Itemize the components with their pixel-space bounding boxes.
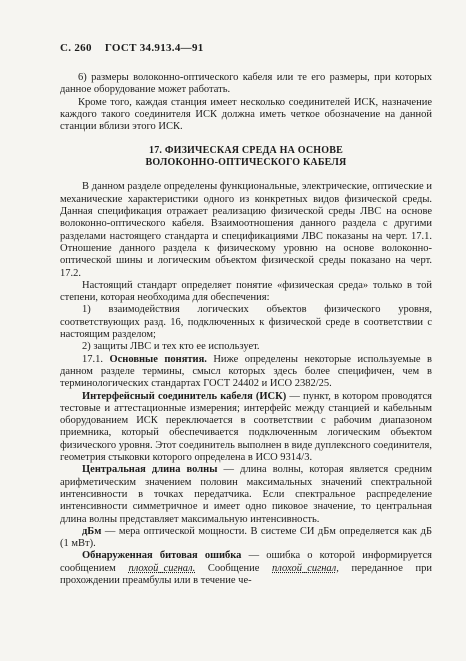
page-number: С. 260 [60, 42, 92, 54]
standard-code: ГОСТ 34.913.4—91 [104, 42, 204, 54]
paragraph-center-wavelength [60, 464, 432, 525]
bad-signal-message-a: плохой_сигнал. [128, 562, 196, 574]
section-title-line-1: 17. ФИЗИЧЕСКАЯ СРЕДА НА ОСНОВЕ [149, 145, 343, 157]
paragraph-basic-concepts [60, 354, 432, 391]
center-wavelength-text: — длина волны, которая является средним арифметическим значением половин максимальных значений спектральной интенсивности в точках передатчика. Если спектральное распределение интенсивности симметричное и имеет одно пиковое значение, то центральная длина волны представляет максимальную интенсивность. [60, 464, 432, 525]
paragraph-bit-error [60, 550, 432, 587]
paragraph-size-item: 6) размеры волоконно-оптического кабеля или те его размеры, при которых данное оборудование может работать. [60, 72, 432, 96]
paragraph-isk-definition [60, 391, 432, 465]
paragraph-scope: Настоящий стандарт определяет понятие «физическая среда» только в той степени, которая необходима для обеспечения: [60, 279, 432, 304]
section-title [60, 145, 432, 169]
bad-signal-message-b: плохой_сигнал, [272, 562, 339, 574]
clause-number: 17.1. [82, 353, 103, 365]
bit-error-text-b: Сообщение [195, 562, 273, 574]
paragraph-dbm [60, 526, 432, 551]
paragraph-connectors: Кроме того, каждая станция имеет несколько соединителей ИСК, назначение каждого такого соединителя ИСК должна иметь четкое обозначение на данной станции вблизи этого ИСК. [60, 96, 432, 133]
bit-error-text-c: переданное при прохождении преамбулы или в течение че- [60, 562, 432, 586]
bit-error-text-a: — ошибка о которой информируется сообщением [60, 550, 432, 574]
paragraph-item-2: 2) защиты ЛВС и тех кто ее использует. [82, 341, 260, 353]
isk-definition-text: — пункт, в котором проводятся тестовые и аттестационные измерения; интерфейс между станцией и кабельным оборудованием ИСК переключается в соответствии с рабочим диапазоном приемника, который обеспечивается подключенным логическим объектом физического уровня. Этот соединитель выполнен в виде дуплексного соединителя, геометрия стыковки которого определена в ИСО 9314/3. [60, 390, 432, 464]
dbm-text: — мера оптической мощности. В системе СИ дБм определяется как дБ (1 мВт). [60, 525, 432, 550]
paragraph-item-1: 1) взаимодействия логических объектов физического уровня, соответствующих разд. 16, подключенных к физической среде в соответствии с настоящим разделом; [60, 304, 432, 341]
term-isk: Интерфейсный соединитель кабеля (ИСК) [82, 390, 287, 402]
section-title-line-2: ВОЛОКОННО-ОПТИЧЕСКОГО КАБЕЛЯ [145, 157, 347, 169]
basic-concepts-text: Ниже определены некоторые используемые в данном разделе термины, смысл которых здесь более специфичен, чем в терминологических стандартах ГОСТ 24402 и ИСО 2382/25. [60, 353, 432, 390]
paragraph-section-intro: В данном разделе определены функциональные, электрические, оптические и механические характеристики одного из конкретных видов физической среды. Данная спецификация отражает реализацию физической среды ЛВС на основе волоконно-оптического кабеля. Взаимоотношения данного раздела с другими разделами настоящего стандарта и спецификациями ЛВС показаны на черт. 17.1. Отношение данного раздела к физическому уровню на основе волоконно-оптической шины и логическим объектом физической среды показано на черт. 17.2. [60, 181, 432, 279]
term-bit-error: Обнаруженная битовая ошибка [82, 550, 242, 562]
term-basic-concepts: Основные понятия. [109, 353, 207, 365]
term-dbm: дБм [82, 525, 102, 537]
term-center-wavelength: Центральная длина волны [82, 464, 218, 476]
page-header [60, 42, 432, 54]
